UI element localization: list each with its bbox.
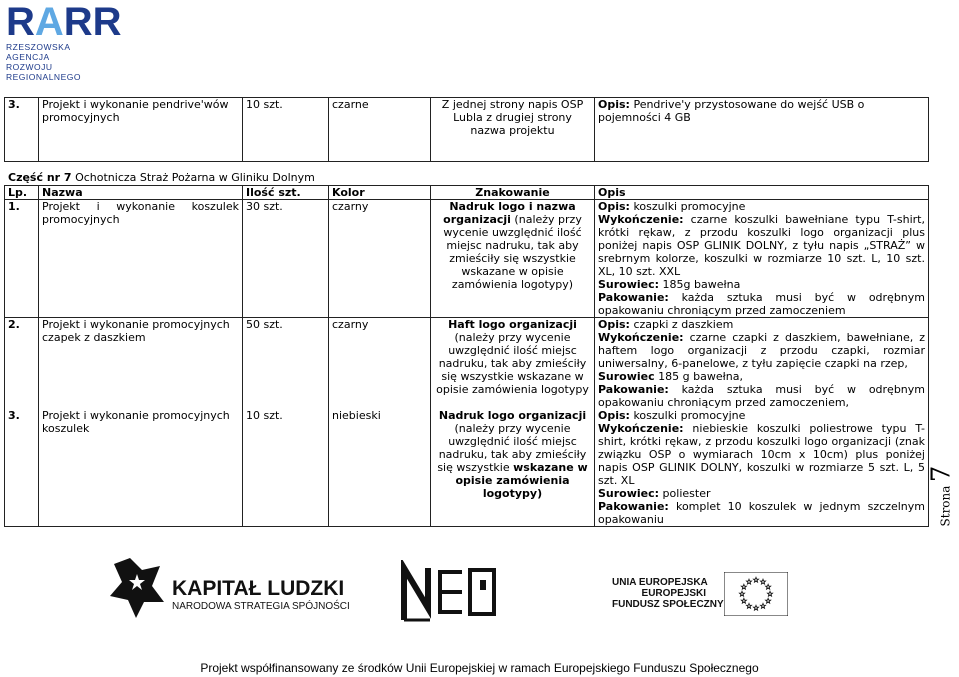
wykonczenie-label: Wykończenie: [598,331,684,344]
footer-cofinancing-text: Projekt współfinansowany ze środków Unii Europejskiej w ramach Europejskiego Funduszu Społecznego [200,661,759,675]
neo-logo-icon [400,560,500,630]
opis-label: Opis: [598,318,630,331]
cell-znakowanie [431,318,595,410]
rarr-logo-mark: RARR [6,0,122,44]
table-row [5,200,929,318]
header-nazwa: Nazwa [39,186,243,200]
cell-lp: 3. [5,98,39,162]
neo-logo [400,560,500,630]
opis-label: Opis: [598,409,630,422]
cell-ilosc: 10 szt. [243,98,329,162]
wykonczenie-label: Wykończenie: [598,422,684,435]
znakowanie-bold-end: wskazane w opisie zamówienia logotypy) [455,461,588,500]
surowiec-label: Surowiec [598,370,655,383]
pakowanie-text: każda sztuka musi być w odrębnym opakowaniu chroniącym przed zamoczeniem [598,291,925,317]
eu-flag-icon [724,572,788,616]
items-table [4,185,929,527]
table-header-row [5,186,929,200]
cell-kolor: niebieski [329,409,431,527]
cell-kolor: czarny [329,200,431,318]
pakowanie-text: każda sztuka musi być w odrębnym opakowaniu chroniącym przed zamoczeniem, [598,383,925,409]
cell-znakowanie [431,200,595,318]
pakowanie-text: komplet 10 koszulek w jednym szczelnym opakowaniu [598,500,925,526]
section-number: 7 [63,171,72,184]
kapital-ludzki-emblem-icon [108,556,166,620]
opis-text: koszulki promocyjne [629,200,746,213]
page-number-value: 7 [926,465,957,483]
cell-opis [595,409,929,527]
znakowanie-text: (należy przy wycenie uwzględnić ilość miejsc nadruku, tak aby zmieściły się wszystkie [437,422,587,474]
section-title [8,171,315,184]
pakowanie-label: Pakowanie: [598,291,669,304]
cell-nazwa: Projekt i wykonanie promocyjnych koszulek [39,409,243,527]
header-kolor: Kolor [329,186,431,200]
section-prefix: Część nr [8,171,64,184]
cell-kolor: czarny [329,318,431,410]
opis-label: Opis: [598,98,630,111]
table-row [5,318,929,410]
opis-text: czapki z daszkiem [629,318,734,331]
kapital-ludzki-subtitle: NARODOWA STRATEGIA SPÓJNOŚCI [172,601,350,612]
eu-logo-text [612,577,724,610]
surowiec-text: 185g bawełna [659,278,741,291]
rarr-logo-sub-2: ROZWOJU REGIONALNEGO [6,62,81,82]
wykonczenie-text: niebieskie koszulki poliestrowe typu T-shirt, krótki rękaw, z przodu koszulki logo organizacji (znak związku OSP o wymiarach 10cm x 10cm) plus poniżej napis OSP GLINIK DOLNY, koszulki w rozmiarze 5 szt. L, 5 szt. XL [598,422,925,487]
znakowanie-bold: Nadruk logo organizacji [438,409,587,422]
eu-logo-line-3: FUNDUSZ SPOŁECZNY [612,599,724,610]
eu-logo-line-1: UNIA EUROPEJSKA [612,577,708,588]
table-row [5,98,929,162]
rarr-logo-sub-1: RZESZOWSKA AGENCJA [6,42,71,62]
kapital-ludzki-logo [108,556,350,620]
cell-nazwa: Projekt i wykonanie promocyjnych czapek z daszkiem [39,318,243,410]
header-znakowanie: Znakowanie [431,186,595,200]
wykonczenie-text: czarne czapki z daszkiem, bawełniane, z haftem logo organizacji z przodu czapki, rozmiar uniwersalny, 6-panelowe, z tyłu zapięcie czapki na rzep, [598,331,925,370]
kapital-ludzki-title: KAPITAŁ LUDZKI [172,577,345,600]
cell-opis [595,318,929,410]
pakowanie-label: Pakowanie: [598,383,669,396]
opis-text: Pendrive'y przystosowane do wejść USB o pojemności 4 GB [598,98,865,124]
cell-ilosc: 30 szt. [243,200,329,318]
cell-znakowanie [431,409,595,527]
cell-nazwa: Projekt i wykonanie koszulek promocyjnych [39,200,243,318]
cell-opis [595,200,929,318]
page-number-label: Strona [938,485,953,527]
opis-label: Opis: [598,200,630,213]
znakowanie-text: (należy przy wycenie uwzględnić ilość miejsc nadruku, tak aby zmieściły się wszystkie wskazane w opisie zamówienia logotypy [436,331,589,396]
cell-znakowanie: Z jednej strony napis OSP Lubla z drugiej strony nazwa projektu [431,98,595,162]
surowiec-text: poliester [659,487,711,500]
cell-kolor: czarne [329,98,431,162]
rarr-logo [6,0,122,82]
table-row [5,409,929,527]
cell-opis [595,98,929,162]
cell-lp: 2. [5,318,39,410]
wykonczenie-label: Wykończenie: [598,213,684,226]
header-ilosc: Ilość szt. [243,186,329,200]
wykonczenie-text: czarne koszulki bawełniane typu T-shirt, krótki rękaw, z przodu koszulki logo organizacji plus poniżej napis OSP GLINIK DOLNY, z tyłu napis „STRAŻ” w srebrnym kolorze, koszulki w rozmiarze 10 szt. L, 10 szt. XL, 10 szt. XXL [598,213,925,278]
header-lp: Lp. [5,186,39,200]
page-number [926,456,958,536]
header-opis: Opis [595,186,929,200]
eu-social-fund-logo [612,570,794,620]
pakowanie-label: Pakowanie: [598,500,669,513]
cell-nazwa: Projekt i wykonanie pendrive'wów promocyjnych [39,98,243,162]
eu-logo-line-2: EUROPEJSKI [641,588,706,599]
surowiec-label: Surowiec: [598,487,660,500]
surowiec-label: Surowiec: [598,278,660,291]
znakowanie-text: (należy przy wycenie uwzględnić ilość miejsc nadruku, tak aby zmieściły się wszystkie wskazane w opisie zamówienia logotypy) [443,213,582,291]
cell-lp: 1. [5,200,39,318]
previous-part-table [4,97,929,162]
cell-ilosc: 10 szt. [243,409,329,527]
surowiec-text: 185 g bawełna, [654,370,743,383]
section-name: Ochotnicza Straż Pożarna w Gliniku Dolnym [71,171,315,184]
cell-ilosc: 50 szt. [243,318,329,410]
opis-text: koszulki promocyjne [629,409,746,422]
znakowanie-bold: Nadruk logo i nazwa organizacji [443,200,576,226]
znakowanie-bold: Haft logo organizacji [448,318,577,331]
cell-lp: 3. [5,409,39,527]
